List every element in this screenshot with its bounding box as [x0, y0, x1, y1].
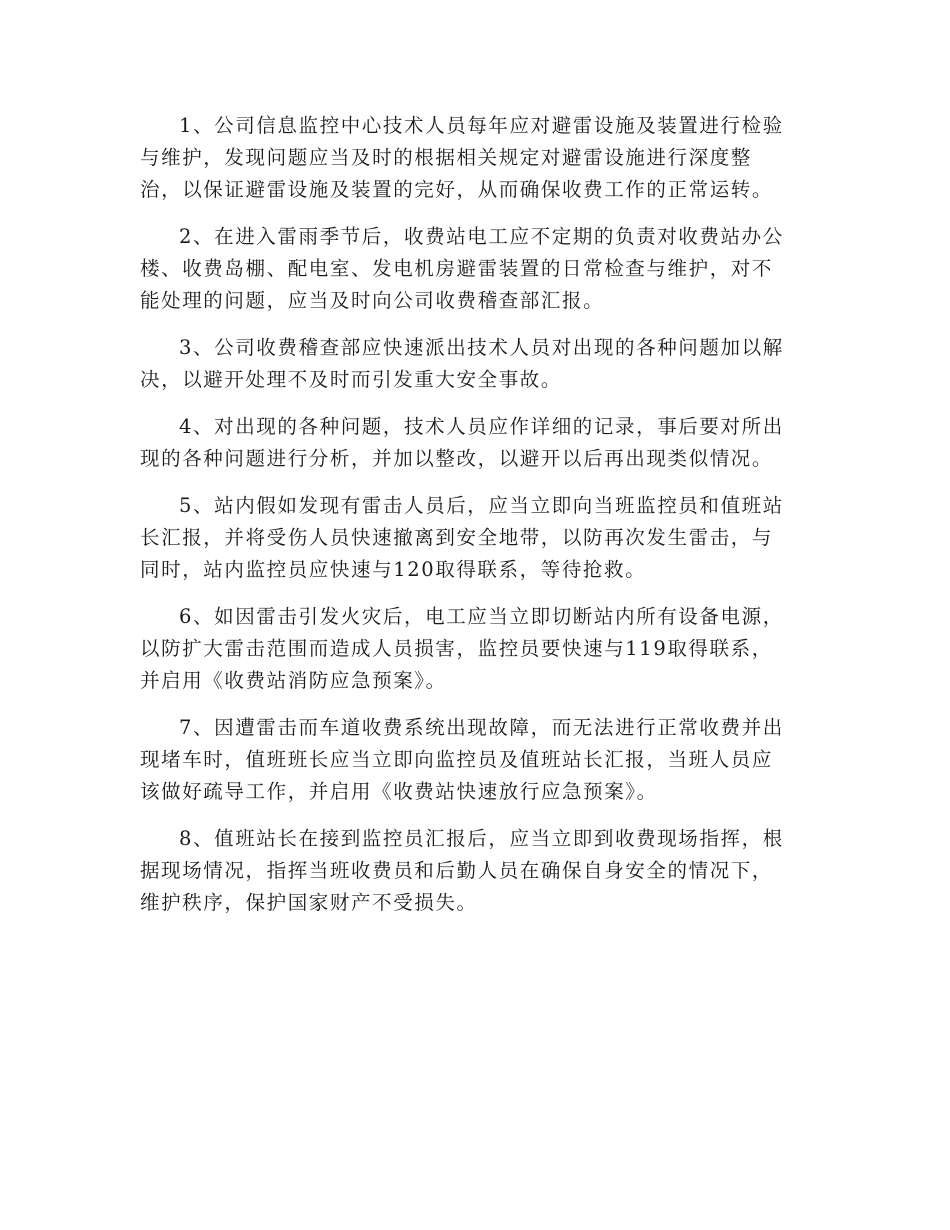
paragraph-3: [140, 332, 810, 396]
paragraph-line: 治，以保证避雷设施及装置的完好，从而确保收费工作的正常运转。: [140, 178, 774, 201]
paragraph-line: 6、如因雷击引发火灾后，电工应当立即切断站内所有设备电源，: [179, 605, 784, 628]
paragraph-line: 8、值班站长在接到监控员汇报后，应当立即到收费现场指挥，根: [179, 827, 784, 850]
paragraph-line: 决，以避开处理不及时而引发重大安全事故。: [140, 368, 563, 391]
paragraph-line: 现堵车时，值班班长应当立即向监控员及值班站长汇报，当班人员应: [140, 748, 774, 771]
paragraph-line: 并启用《收费站消防应急预案》。: [140, 669, 447, 692]
paragraph-line: 据现场情况，指挥当班收费员和后勤人员在确保自身安全的情况下，: [140, 859, 774, 882]
paragraph-line: 维护秩序，保护国家财产不受损失。: [140, 891, 478, 914]
paragraph-8: [140, 823, 810, 919]
paragraph-7: [140, 712, 810, 808]
document-body: [140, 110, 810, 934]
paragraph-line: 与维护，发现问题应当及时的根据相关规定对避雷设施进行深度整: [140, 146, 752, 169]
paragraph-4: [140, 411, 810, 475]
paragraph-2: [140, 221, 810, 317]
paragraph-5: [140, 490, 810, 586]
paragraph-line: 1、公司信息监控中心技术人员每年应对避雷设施及装置进行检验: [179, 114, 784, 137]
paragraph-line: 以防扩大雷击范围而造成人员损害，监控员要快速与119取得联系，: [140, 637, 773, 660]
paragraph-line: 2、在进入雷雨季节后，收费站电工应不定期的负责对收费站办公: [179, 225, 784, 248]
paragraph-line: 7、因遭雷击而车道收费系统出现故障，而无法进行正常收费并出: [179, 716, 784, 739]
paragraph-line: 5、站内假如发现有雷击人员后，应当立即向当班监控员和值班站: [179, 494, 784, 517]
paragraph-line: 该做好疏导工作，并启用《收费站快速放行应急预案》。: [140, 780, 658, 803]
paragraph-6: [140, 601, 810, 697]
paragraph-line: 3、公司收费稽查部应快速派出技术人员对出现的各种问题加以解: [179, 336, 784, 359]
paragraph-line: 4、对出现的各种问题，技术人员应作详细的记录，事后要对所出: [179, 415, 784, 438]
paragraph-line: 楼、收费岛棚、配电室、发电机房避雷装置的日常检查与维护，对不: [140, 257, 774, 280]
paragraph-line: 长汇报，并将受伤人员快速撤离到安全地带，以防再次发生雷击，与: [140, 526, 774, 549]
paragraph-line: 同时，站内监控员应快速与120取得联系，等待抢救。: [140, 558, 647, 581]
paragraph-line: 能处理的问题，应当及时向公司收费稽查部汇报。: [140, 289, 605, 312]
paragraph-1: [140, 110, 810, 206]
paragraph-line: 现的各种问题进行分析，并加以整改，以避开以后再出现类似情况。: [140, 447, 774, 470]
